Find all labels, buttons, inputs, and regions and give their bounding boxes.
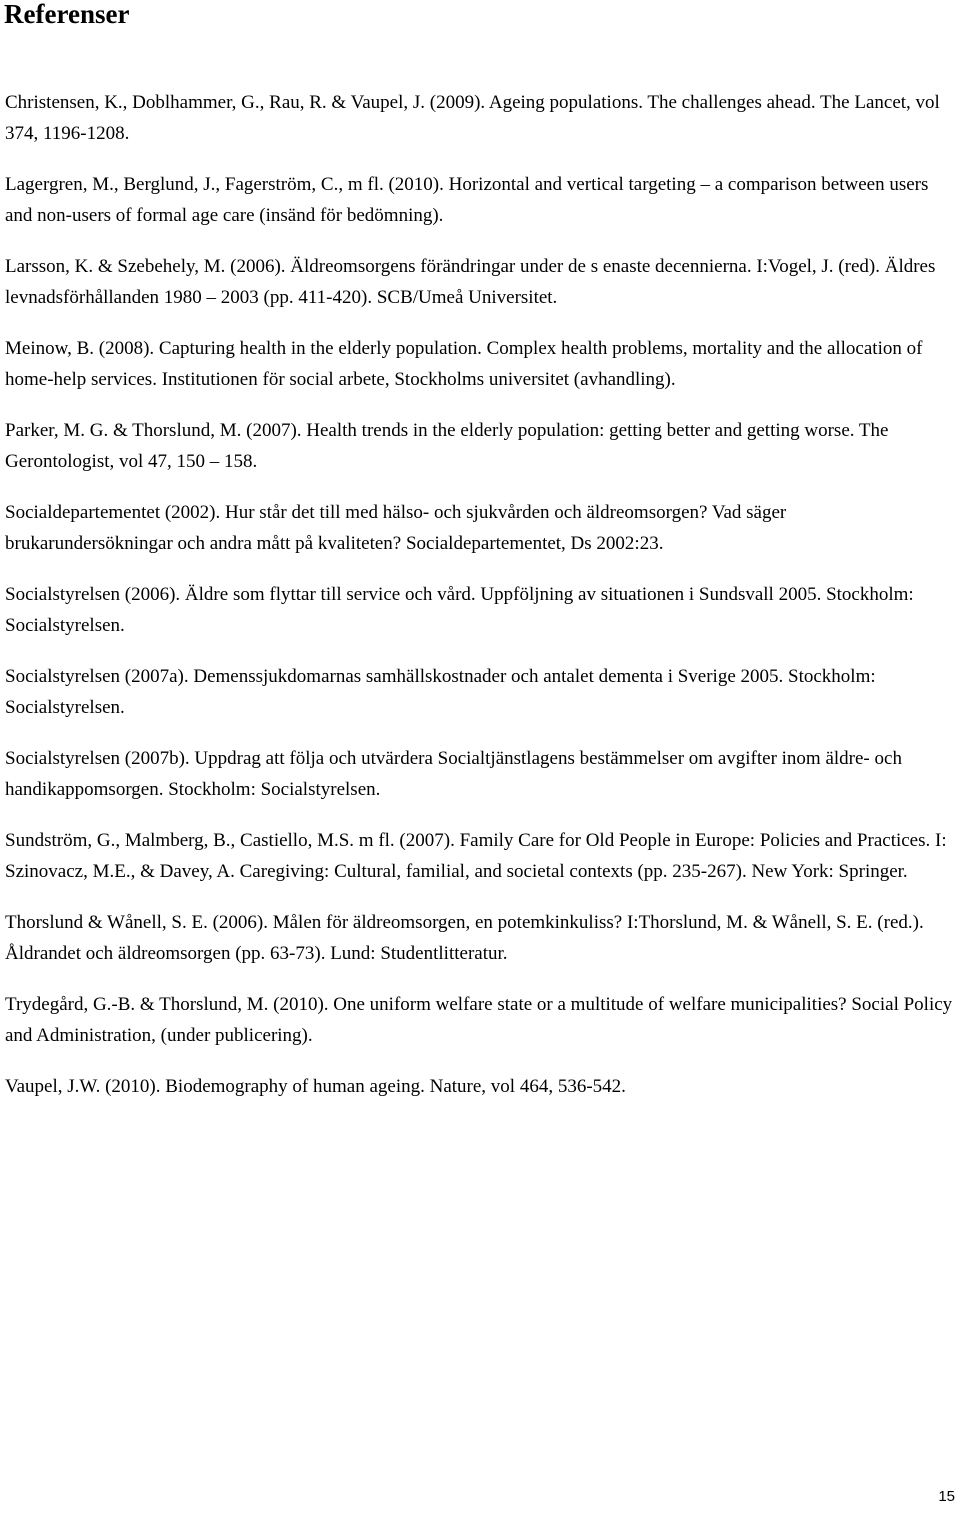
reference-item: Socialdepartementet (2002). Hur står det till med hälso- och sjukvården och äldreomsorgen? Vad säger brukarundersökningar och andra mått på kvaliteten? Socialdepartementet, Ds 2002:23. bbox=[5, 502, 787, 554]
reference-item: Vaupel, J.W. (2010). Biodemography of human ageing. Nature, vol 464, 536-542. bbox=[5, 1076, 626, 1097]
page-title: Referenser bbox=[4, 0, 130, 29]
reference-list bbox=[5, 88, 955, 1124]
reference-item: Lagergren, M., Berglund, J., Fagerström, C., m fl. (2010). Horizontal and vertical targeting – a comparison between users and non-users of formal age care (insänd för bedömning). bbox=[5, 174, 929, 226]
reference-item: Socialstyrelsen (2007b). Uppdrag att följa och utvärdera Socialtjänstlagens bestämmelser om avgifter inom äldre- och handikappomsorgen. Stockholm: Socialstyrelsen. bbox=[5, 748, 902, 800]
reference-item: Christensen, K., Doblhammer, G., Rau, R. & Vaupel, J. (2009). Ageing populations. The challenges ahead. The Lancet, vol 374, 1196-1208. bbox=[5, 92, 940, 144]
reference-item: Sundström, G., Malmberg, B., Castiello, M.S. m fl. (2007). Family Care for Old People in Europe: Policies and Practices. I: Szinovacz, M.E., & Davey, A. Caregiving: Cultural, familial, and societal contexts (pp. 235-267). New York: Springer. bbox=[5, 830, 947, 882]
reference-item: Parker, M. G. & Thorslund, M. (2007). Health trends in the elderly population: getting better and getting worse. The Gerontologist, vol 47, 150 – 158. bbox=[5, 420, 889, 472]
reference-item: Socialstyrelsen (2007a). Demenssjukdomarnas samhällskostnader och antalet dementa i Sverige 2005. Stockholm: Socialstyrelsen. bbox=[5, 666, 876, 718]
reference-item: Socialstyrelsen (2006). Äldre som flyttar till service och vård. Uppföljning av situationen i Sundsvall 2005. Stockholm: Socialstyrelsen. bbox=[5, 584, 914, 636]
page-number: 15 bbox=[938, 1488, 955, 1505]
reference-item: Larsson, K. & Szebehely, M. (2006). Äldreomsorgens förändringar under de s enaste decennierna. I:Vogel, J. (red). Äldres levnadsförhållanden 1980 – 2003 (pp. 411-420). SCB/Umeå Universitet. bbox=[5, 256, 936, 308]
reference-item: Trydegård, G.-B. & Thorslund, M. (2010). One uniform welfare state or a multitude of welfare municipalities? Social Policy and Administration, (under publicering). bbox=[5, 994, 953, 1046]
reference-item: Thorslund & Wånell, S. E. (2006). Målen för äldreomsorgen, en potemkinkuliss? I:Thorslund, M. & Wånell, S. E. (red.). Åldrandet och äldreomsorgen (pp. 63-73). Lund: Studentlitteratur. bbox=[5, 912, 924, 964]
reference-item: Meinow, B. (2008). Capturing health in the elderly population. Complex health problems, mortality and the allocation of home-help services. Institutionen för social arbete, Stockholms universitet (avhandling). bbox=[5, 338, 923, 390]
